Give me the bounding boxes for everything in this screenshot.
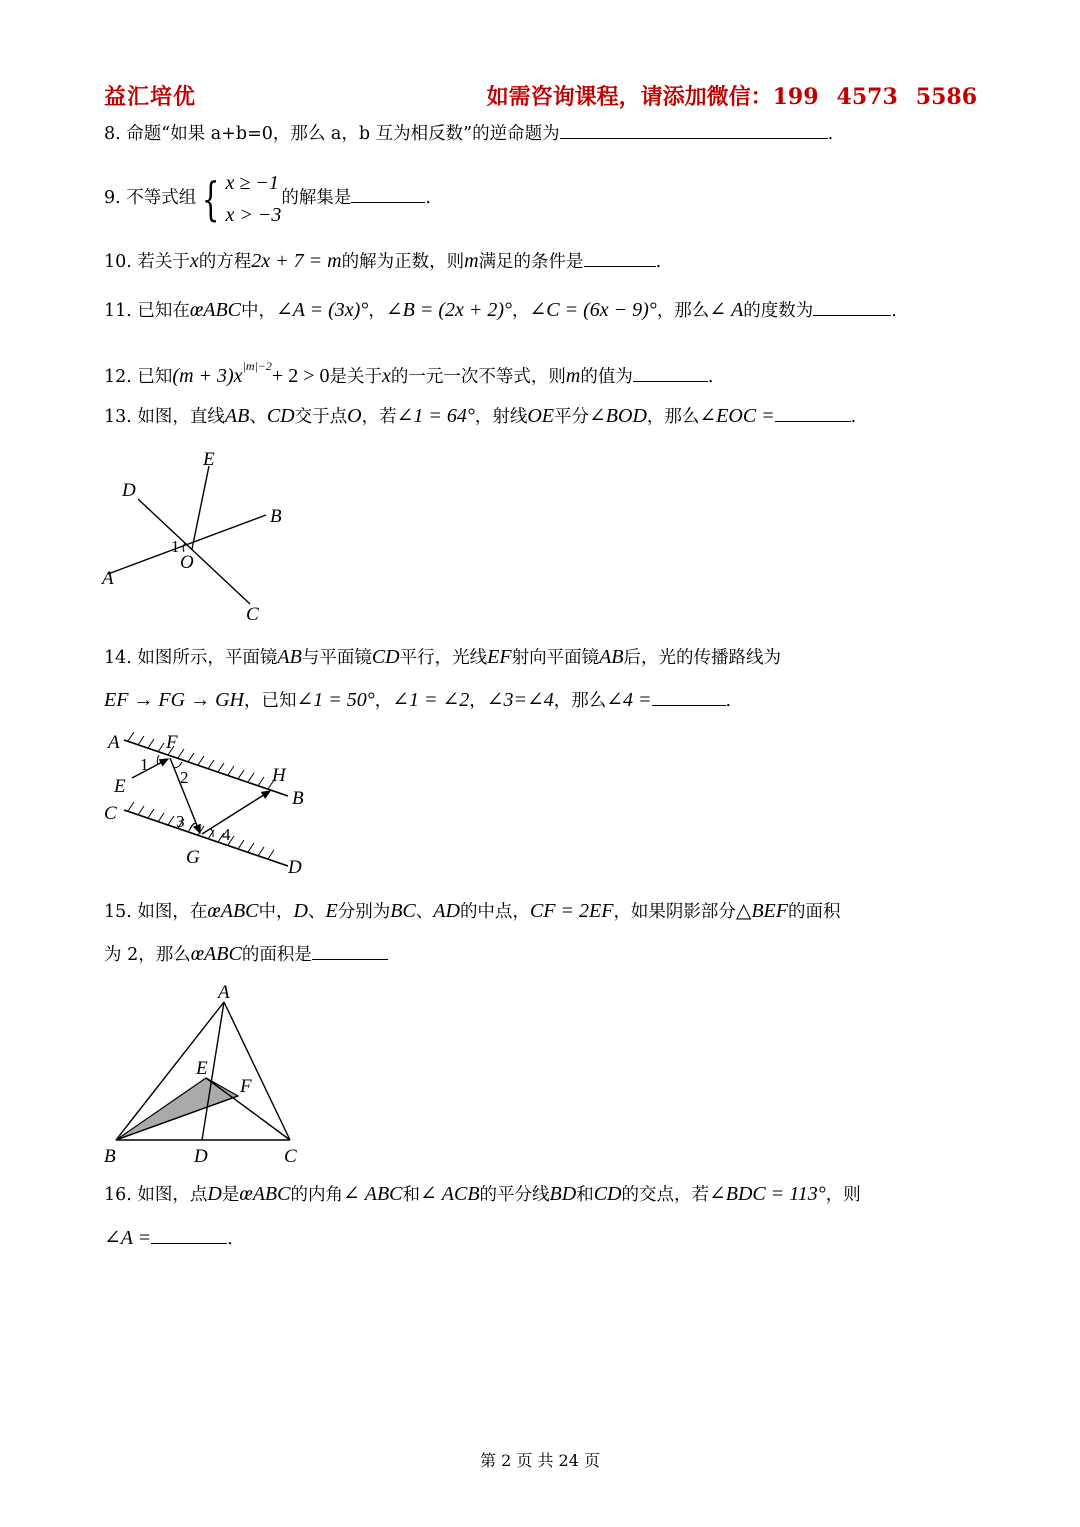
question-9 <box>104 166 431 231</box>
label-c: C <box>246 604 259 625</box>
q11-sep1: ， <box>368 301 386 321</box>
q15-l1-p3: 、 <box>307 902 326 922</box>
q12-m: m <box>565 365 581 387</box>
label-e: E <box>203 449 215 470</box>
q15-bef: △BEF <box>735 900 788 922</box>
q16-p4: 和 <box>402 1185 421 1205</box>
q14-ef: EF <box>487 646 512 668</box>
q14-l1-p4: 射向平面镜 <box>511 648 600 668</box>
q13-oe: OE <box>527 405 555 427</box>
side-ac <box>224 1002 290 1140</box>
ray-gh <box>202 791 270 834</box>
answer-blank <box>584 248 656 267</box>
q15-triangle2: œABC <box>190 943 242 965</box>
brace-symbol: { <box>202 171 220 226</box>
q14-l1-p2: 与平面镜 <box>301 648 372 668</box>
q12-expr: (m + 3)x <box>172 365 243 387</box>
q16-p3: 的内角 <box>290 1185 343 1205</box>
answer-blank <box>652 687 726 706</box>
q15-e: E <box>325 900 338 922</box>
line-cd <box>138 499 250 604</box>
q15-ad: AD <box>433 900 460 922</box>
answer-blank <box>775 403 851 422</box>
question-14-line2 <box>104 686 731 715</box>
q16-bdc: ∠BDC = 113° <box>709 1183 826 1205</box>
q16-p1: 16. 如图，点 <box>104 1185 208 1205</box>
q14-ab2: AB <box>599 646 624 668</box>
label-d: D <box>194 1146 208 1167</box>
q14-l2-p4: ，那么 <box>553 691 607 711</box>
q14-l2-p2: ， <box>374 691 393 711</box>
q14-path: EF → FG → GH <box>104 689 244 711</box>
q15-l1-p2: 中， <box>258 902 294 922</box>
q8-text: 8. 命题“如果 a+b=0，那么 a，b 互为相反数”的逆命题为 <box>104 124 560 144</box>
q12-p1: 12. 已知 <box>104 367 173 387</box>
q10-equation: 2x + 7 = m <box>251 250 342 272</box>
q9-end: . <box>425 188 431 208</box>
q10-p4: 满足的条件是 <box>478 252 584 272</box>
q15-l1-p8: 的面积 <box>787 902 841 922</box>
q16-angle-a: ∠A = <box>104 1227 152 1249</box>
q16-p6: 和 <box>576 1185 594 1205</box>
wechat-contact <box>487 80 977 111</box>
q13-angle1: ∠1 = 64° <box>396 405 475 427</box>
angle-1-arc <box>183 543 185 552</box>
q11-end: . <box>891 301 897 321</box>
q11-angle-b: ∠B = (2x + 2)° <box>385 299 513 321</box>
q9-line1: x ≥ −1 <box>225 171 279 194</box>
q14-ab: AB <box>277 646 302 668</box>
q12-x: x <box>381 365 391 387</box>
q15-l1-p1: 15. 如图，在 <box>104 902 208 922</box>
label-h: H <box>272 765 286 786</box>
q16-bd: BD <box>549 1183 577 1205</box>
q11-triangle: œABC <box>189 299 242 321</box>
answer-blank <box>633 363 708 382</box>
q13-p4: ，若 <box>361 407 397 427</box>
q12-p3: 的一元一次不等式，则 <box>390 367 566 387</box>
figure-15 <box>98 980 318 1170</box>
q16-p2: 是 <box>221 1185 240 1205</box>
mirror-ab-hatching <box>128 732 274 789</box>
label-f: F <box>166 732 178 753</box>
question-13 <box>104 402 856 431</box>
q13-p1: 13. 如图，直线 <box>104 407 225 427</box>
q15-l1-p5: 、 <box>415 902 434 922</box>
label-2: 2 <box>180 768 189 787</box>
ray-ef <box>132 759 168 778</box>
q10-end: . <box>655 252 662 272</box>
q15-bc: BC <box>390 900 416 922</box>
question-8 <box>104 120 833 148</box>
q14-l1-p5: 后，光的传播路线为 <box>623 648 782 668</box>
q12-p4: 的值为 <box>580 367 633 387</box>
question-16-line1 <box>104 1180 861 1209</box>
wechat-part-1: 199 <box>772 84 819 110</box>
wechat-part-3: 5586 <box>915 84 977 110</box>
q9-prefix: 9. 不等式组 <box>104 188 197 208</box>
q16-p5: 的平分线 <box>479 1185 550 1205</box>
q13-ab: AB <box>224 405 250 427</box>
q16-d: D <box>207 1183 222 1205</box>
q11-sep2: ， <box>512 301 530 321</box>
question-10 <box>104 247 661 276</box>
q15-l2: 为 2，那么 <box>104 945 191 965</box>
q11-p1: 11. 已知在 <box>104 301 190 321</box>
q12-expr2: + 2 > 0 <box>271 365 330 387</box>
label-e: E <box>196 1058 208 1079</box>
q14-l1-p3: 平行，光线 <box>399 648 488 668</box>
label-b: B <box>104 1146 116 1167</box>
q14-cd: CD <box>371 646 400 668</box>
q10-m: m <box>464 250 479 272</box>
contact-label: 如需咨询课程，请添加微信： <box>486 84 773 110</box>
label-b: B <box>270 506 282 527</box>
label-c: C <box>284 1146 297 1167</box>
q11-p4: 的度数为 <box>743 301 814 321</box>
q13-end: . <box>850 407 857 427</box>
brand-title: 益汇培优 <box>104 84 197 110</box>
mirror-cd-hatching <box>128 802 274 859</box>
label-o: O <box>180 552 194 573</box>
q13-bod: ∠BOD <box>589 405 647 427</box>
q15-l1-p4: 分别为 <box>337 902 391 922</box>
q13-p3: 交于点 <box>294 407 348 427</box>
question-16-line2 <box>104 1224 233 1253</box>
q10-p1: 10. 若关于 <box>104 252 190 272</box>
q14-l2-p3: ， <box>469 691 487 711</box>
question-11 <box>104 296 897 325</box>
inequality-system <box>226 167 282 231</box>
label-f: F <box>240 1076 252 1097</box>
q13-p5: ，射线 <box>474 407 528 427</box>
question-15-line2 <box>104 940 388 969</box>
q15-l1-p7: ，如果阴影部分 <box>613 902 736 922</box>
q14-end: . <box>725 691 732 711</box>
mirror-cd <box>124 810 288 866</box>
label-3: 3 <box>176 812 185 831</box>
figure-13 <box>98 444 298 628</box>
question-14-line1 <box>104 643 781 672</box>
q13-o: O <box>347 405 362 427</box>
q13-eoc: ∠EOC = <box>699 405 775 427</box>
label-d: D <box>288 857 302 878</box>
q12-exponent: |m|−2 <box>242 359 272 373</box>
q14-angle4: ∠4 = <box>606 689 652 711</box>
q11-angle-a-ref: ∠ A <box>709 299 744 321</box>
label-b: B <box>292 788 304 809</box>
q10-p2: 的方程 <box>198 252 252 272</box>
label-g: G <box>186 847 200 868</box>
answer-blank <box>351 184 425 203</box>
q13-cd: CD <box>266 405 295 427</box>
label-a: A <box>218 982 230 1003</box>
q11-angle-c: ∠C = (6x − 9)° <box>529 299 657 321</box>
label-4: 4 <box>222 825 231 844</box>
q15-l2-p2: 的面积是 <box>241 945 312 965</box>
question-15-line1 <box>104 897 840 926</box>
label-e: E <box>114 776 126 797</box>
label-a: A <box>102 568 114 589</box>
q15-triangle: œABC <box>207 900 259 922</box>
figure-14 <box>98 728 318 878</box>
q16-abc: ∠ ABC <box>342 1183 403 1205</box>
q12-p2: 是关于 <box>329 367 382 387</box>
label-c: C <box>104 803 117 824</box>
q11-p3: ，那么 <box>656 301 710 321</box>
question-12 <box>104 352 713 391</box>
label-1: 1 <box>171 537 180 556</box>
q9-suffix: 的解集是 <box>281 188 352 208</box>
q16-cd: CD <box>593 1183 622 1205</box>
page-number: 第 2 页 共 24 页 <box>480 1451 600 1470</box>
label-1: 1 <box>140 755 149 774</box>
mirror-ab <box>124 740 288 796</box>
q16-p8: ，则 <box>825 1185 861 1205</box>
q13-p6: 平分 <box>554 407 590 427</box>
q13-p7: ，那么 <box>646 407 700 427</box>
q14-l1-p1: 14. 如图所示，平面镜 <box>104 648 278 668</box>
q13-p2: 、 <box>249 407 267 427</box>
q10-p3: 的解为正数，则 <box>341 252 465 272</box>
answer-blank <box>560 120 828 139</box>
label-a: A <box>108 732 120 753</box>
q11-angle-a: ∠A = (3x)° <box>276 299 369 321</box>
q16-p7: 的交点，若 <box>621 1185 710 1205</box>
q16-end: . <box>227 1229 233 1249</box>
q14-angle34: ∠3=∠4 <box>486 689 554 711</box>
answer-blank <box>151 1225 227 1244</box>
q15-cf: CF = 2EF <box>529 900 614 922</box>
q14-angle12: ∠1 = ∠2 <box>392 689 470 711</box>
q8-end: . <box>827 124 834 144</box>
q16-acb: ∠ ACB <box>420 1183 480 1205</box>
label-d: D <box>122 480 136 501</box>
answer-blank <box>312 941 388 960</box>
q15-l1-p6: 的中点， <box>459 902 530 922</box>
wechat-part-2: 4573 <box>836 84 898 110</box>
q11-p2: 中， <box>241 301 277 321</box>
q14-angle1: ∠1 = 50° <box>296 689 375 711</box>
q12-end: . <box>707 367 714 387</box>
q14-l2-p1: ，已知 <box>243 691 297 711</box>
q15-d: D <box>293 900 308 922</box>
answer-blank <box>813 297 891 316</box>
q16-triangle: œABC <box>239 1183 291 1205</box>
q9-line2: x > −3 <box>225 203 282 226</box>
q10-x: x <box>189 250 199 272</box>
